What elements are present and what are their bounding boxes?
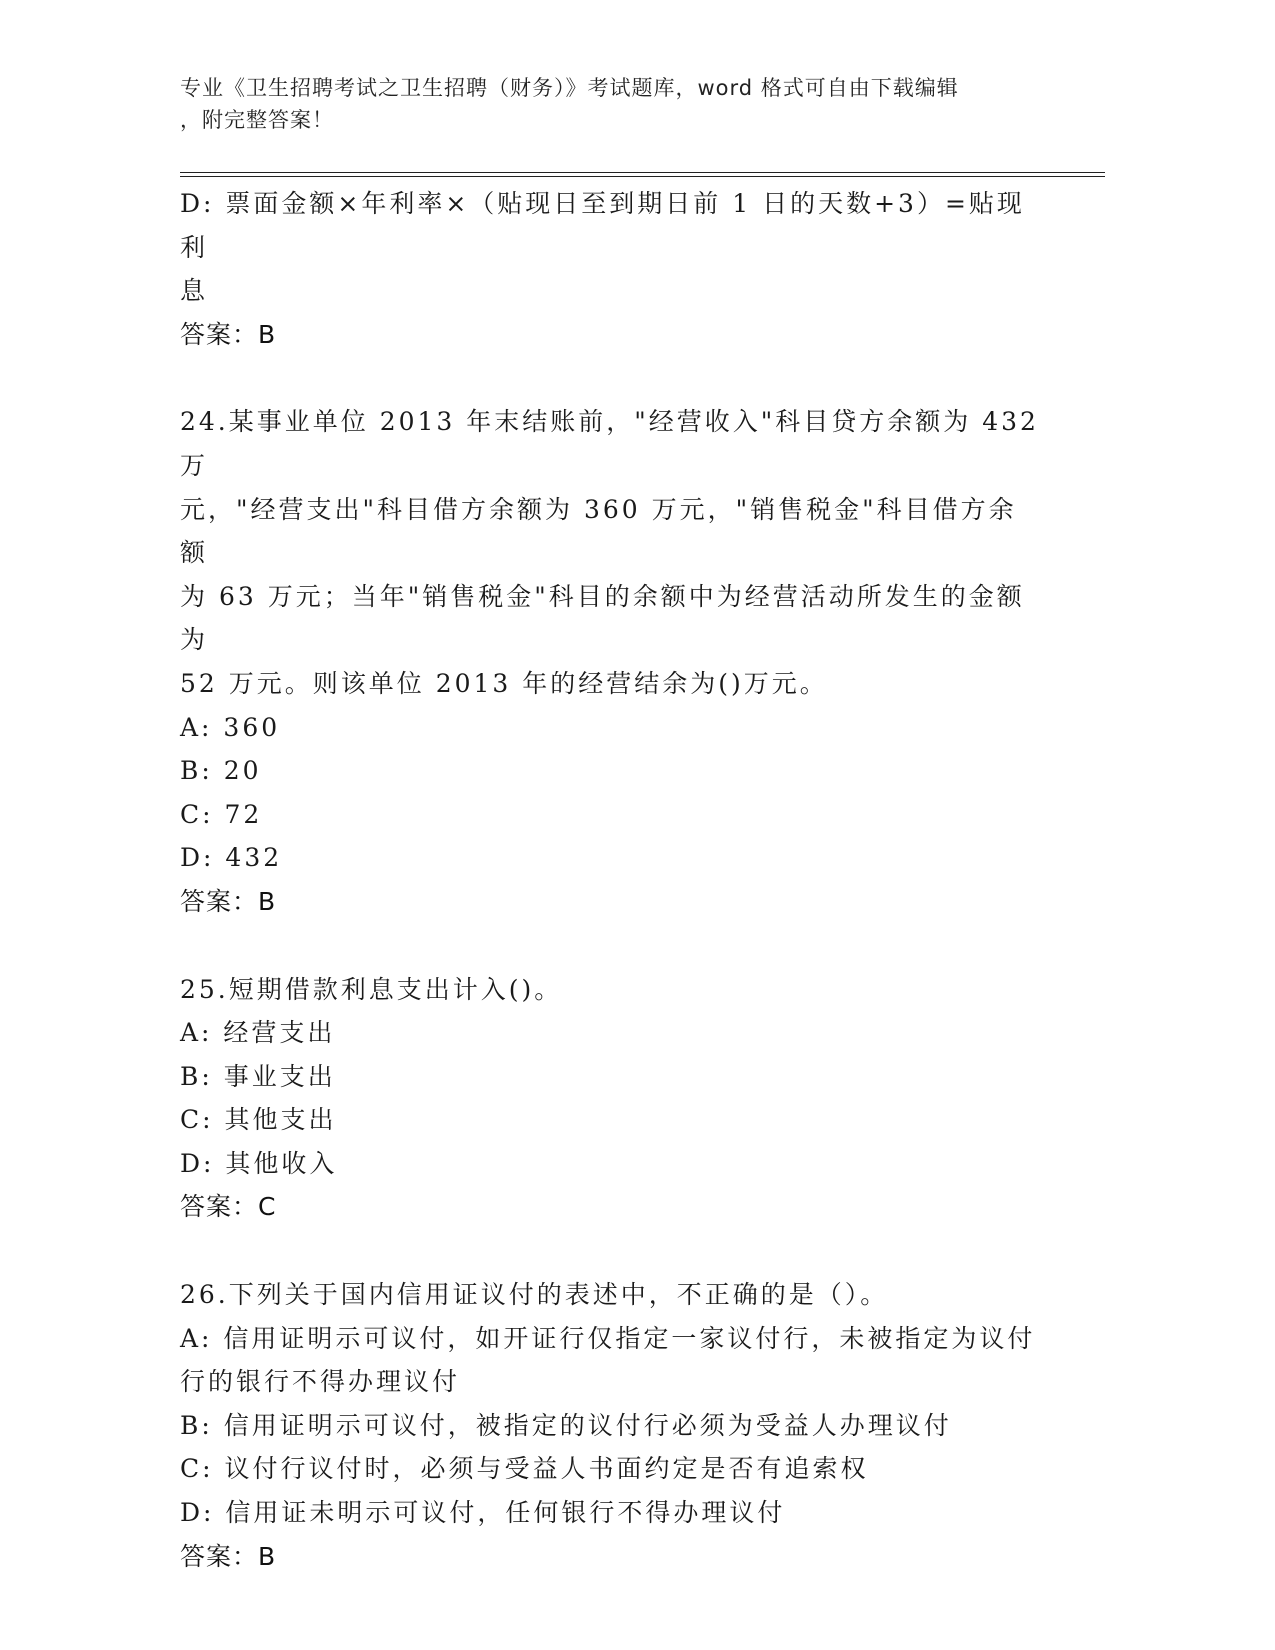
option-b: B: 信用证明示可议付，被指定的议付行必须为受益人办理议付 (180, 1410, 952, 1440)
header-divider-top (180, 172, 1105, 173)
document-body (180, 182, 1040, 1578)
option-a: A: 360 (180, 712, 281, 742)
question-stem-line: 元，"经营支出"科目借方余额为 360 万元，"销售税金"科目借方余额 (180, 494, 1017, 568)
spacer (180, 924, 1040, 968)
header-line-2: ，附完整答案！ (180, 108, 334, 132)
answer-line: 答案：B (180, 319, 277, 349)
spacer (180, 1229, 1040, 1273)
header-divider-bottom (180, 176, 1105, 177)
option-c: C: 其他支出 (180, 1105, 337, 1135)
option-c: C: 72 (180, 799, 263, 829)
option-b: B: 20 (180, 756, 262, 786)
option-d: D: 其他收入 (180, 1148, 338, 1178)
option-c: C: 议付行议付时，必须与受益人书面约定是否有追索权 (180, 1454, 869, 1484)
answer-line: 答案：C (180, 1192, 277, 1222)
option-a-line-1: A: 信用证明示可议付，如开证行仅指定一家议付行，未被指定为议付 (180, 1323, 1036, 1353)
answer-line: 答案：B (180, 886, 277, 916)
answer-line: 答案：B (180, 1541, 277, 1571)
question-stem-line: 为 63 万元；当年"销售税金"科目的余额中为经营活动所发生的金额为 (180, 581, 1025, 655)
question-stem-line: 24.某事业单位 2013 年末结账前，"经营收入"科目贷方余额为 432 万 (180, 407, 1039, 480)
question-stem-line: 52 万元。则该单位 2013 年的经营结余为()万元。 (180, 668, 828, 698)
option-d-line-1: D: 票面金额×年利率×（贴现日至到期日前 1 日的天数+3）=贴现利 (180, 189, 1025, 262)
document-header (180, 72, 1040, 136)
option-d: D: 信用证未明示可议付，任何银行不得办理议付 (180, 1498, 786, 1528)
option-a: A: 经营支出 (180, 1018, 336, 1048)
previous-question-tail (180, 182, 1040, 356)
question-stem-line: 26.下列关于国内信用证议付的表述中，不正确的是（）。 (180, 1280, 889, 1310)
question-25 (180, 968, 1040, 1230)
question-26 (180, 1273, 1040, 1578)
option-d: D: 432 (180, 843, 283, 873)
option-b: B: 事业支出 (180, 1061, 336, 1091)
question-24 (180, 400, 1040, 923)
question-stem-line: 25.短期借款利息支出计入()。 (180, 974, 563, 1004)
option-a-line-2: 行的银行不得办理议付 (180, 1367, 461, 1397)
header-line-1: 专业《卫生招聘考试之卫生招聘（财务）》考试题库，word 格式可自由下载编辑 (180, 76, 959, 100)
spacer (180, 356, 1040, 400)
option-d-line-2: 息 (180, 276, 209, 306)
